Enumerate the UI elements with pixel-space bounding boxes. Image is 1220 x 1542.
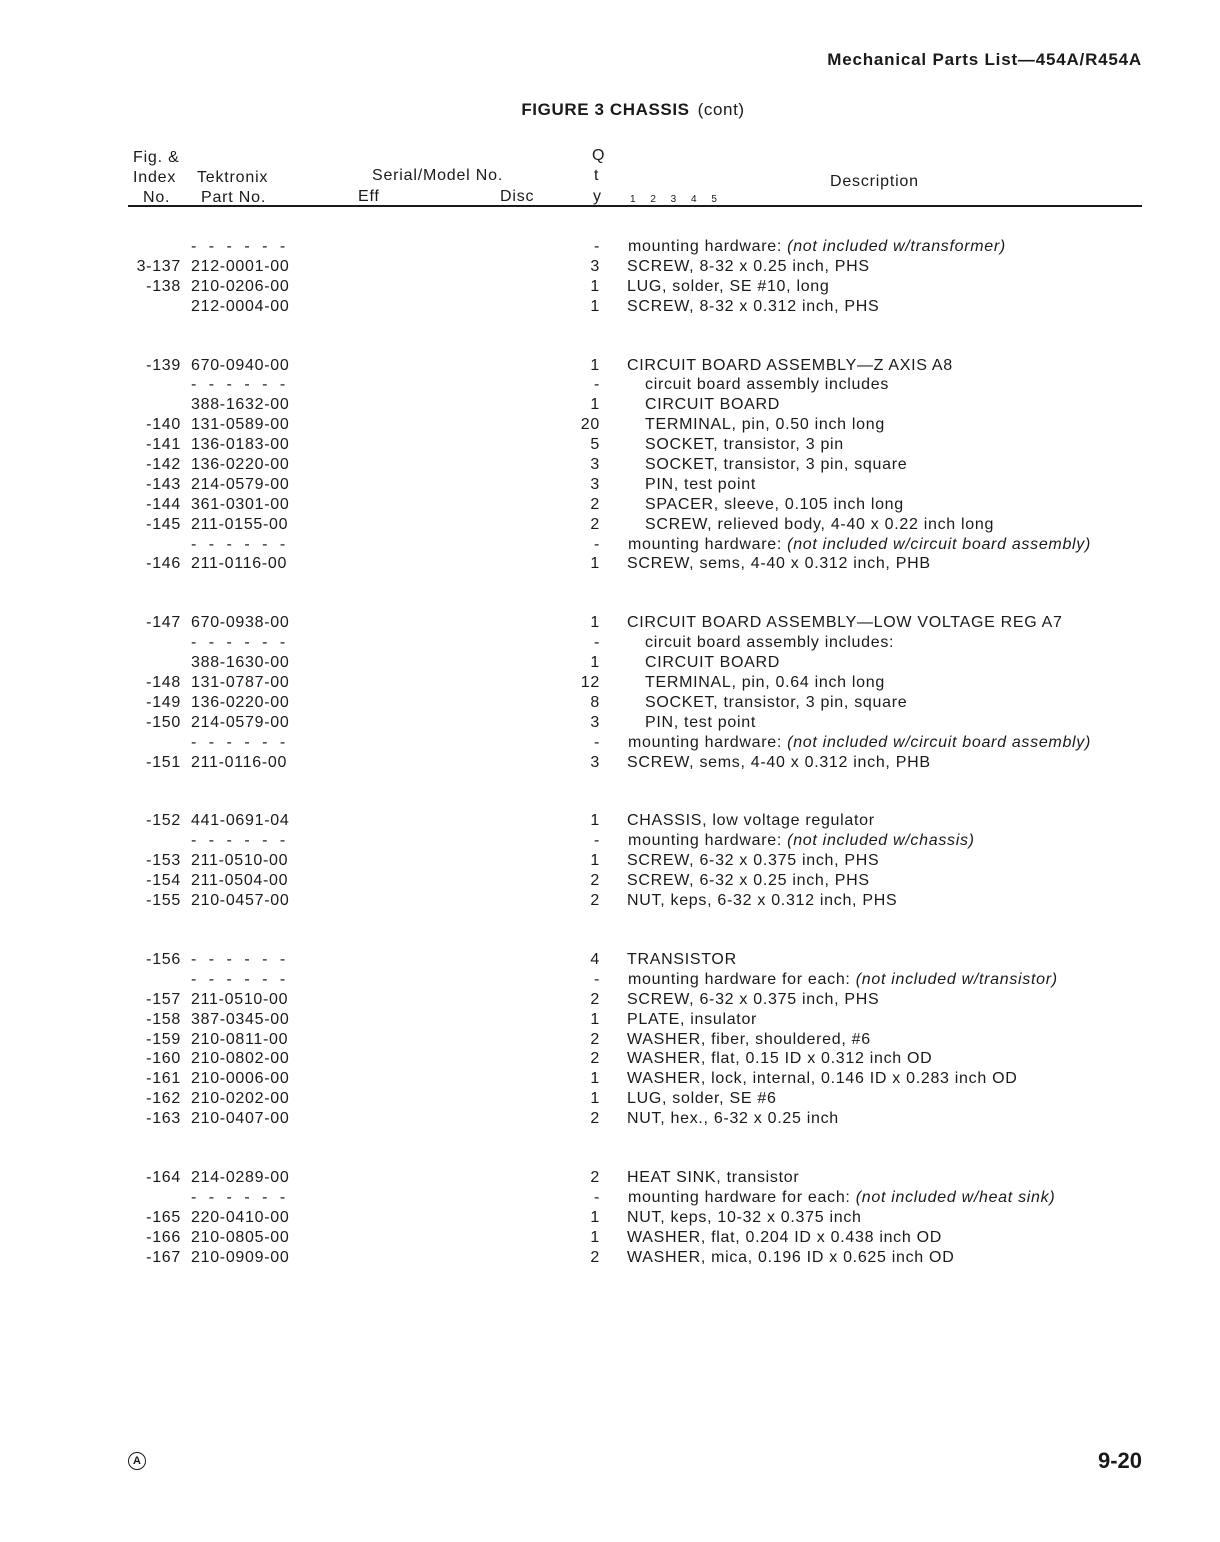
table-row (0, 278, 1220, 298)
index-number: -145 (146, 515, 181, 533)
part-number: 210-0457-00 (191, 892, 290, 910)
description-text: NUT, hex., 6-32 x 0.25 inch (627, 1110, 839, 1128)
description-text: SOCKET, transistor, 3 pin (645, 436, 844, 454)
description-text: SCREW, 6-32 x 0.375 inch, PHS (627, 990, 880, 1008)
index-number: -146 (146, 555, 181, 573)
description-text: SCREW, sems, 4-40 x 0.312 inch, PHB (627, 555, 931, 573)
description-note: (not included w/circuit board assembly) (787, 535, 1092, 553)
description-text: mounting hardware: (628, 832, 788, 850)
quantity: - (593, 1188, 600, 1206)
quantity: - (593, 238, 600, 255)
description (627, 298, 879, 316)
parts-list (0, 238, 1220, 1268)
description (627, 357, 953, 375)
part-number: 210-0206-00 (191, 277, 290, 295)
quantity: 1 (590, 1070, 600, 1088)
table-row (0, 1209, 1220, 1229)
index-number: -161 (146, 1070, 181, 1088)
description (627, 892, 897, 910)
description-text: circuit board assembly includes: (645, 634, 895, 652)
part-number: - - - - - - (191, 376, 290, 394)
description (645, 376, 889, 394)
description (627, 1011, 757, 1029)
quantity: - (593, 535, 600, 553)
index-number: -157 (146, 990, 181, 1008)
part-number: 211-0155-00 (191, 515, 289, 533)
description-text: CHASSIS, low voltage regulator (627, 812, 875, 830)
description-text: SCREW, sems, 4-40 x 0.312 inch, PHB (627, 753, 931, 771)
index-number: -138 (146, 277, 181, 295)
description (645, 516, 994, 534)
description (645, 496, 904, 514)
part-number: 136-0220-00 (191, 693, 290, 711)
part-number: 214-0579-00 (191, 713, 290, 731)
index-number: -167 (146, 1248, 181, 1266)
part-number: 387-0345-00 (191, 1010, 290, 1028)
description (627, 1209, 862, 1227)
table-row (0, 396, 1220, 416)
figure-title-cont: (cont) (697, 100, 745, 119)
part-number: 211-0504-00 (191, 872, 289, 890)
part-number: 214-0579-00 (191, 475, 290, 493)
table-row (0, 536, 1220, 556)
description-text: CIRCUIT BOARD ASSEMBLY—LOW VOLTAGE REG A7 (627, 614, 1063, 632)
col-fig-line2: Index (133, 169, 177, 186)
table-row (0, 714, 1220, 734)
index-number: -150 (146, 713, 181, 731)
index-number: -164 (146, 1168, 181, 1186)
part-number: 388-1630-00 (191, 654, 290, 672)
quantity: 2 (590, 495, 600, 513)
description-text: SCREW, relieved body, 4-40 x 0.22 inch long (645, 515, 995, 533)
index-number: -143 (146, 475, 181, 493)
col-fig-line1: Fig. & (133, 149, 180, 166)
description-note: (not included w/transformer) (787, 238, 1006, 255)
description (628, 238, 1006, 256)
index-number: -142 (146, 456, 181, 474)
table-row (0, 1110, 1220, 1130)
part-number: 212-0001-00 (191, 257, 290, 275)
quantity: - (593, 634, 600, 652)
part-number: 220-0410-00 (191, 1208, 290, 1226)
description-text: WASHER, lock, internal, 0.146 ID x 0.283 inch OD (627, 1070, 1018, 1088)
quantity: 1 (590, 1228, 600, 1246)
group-spacer (0, 912, 1220, 951)
description (645, 396, 780, 414)
index-number: -162 (146, 1090, 181, 1108)
group-spacer (0, 575, 1220, 614)
description-text: SCREW, 6-32 x 0.25 inch, PHS (627, 872, 870, 890)
description-text: NUT, keps, 6-32 x 0.312 inch, PHS (627, 892, 898, 910)
index-number: -163 (146, 1110, 181, 1128)
description (627, 1031, 871, 1049)
table-row (0, 951, 1220, 971)
description (645, 674, 885, 692)
index-number: -141 (146, 436, 181, 454)
description (627, 278, 830, 296)
description (645, 436, 844, 454)
part-number: 210-0811-00 (191, 1030, 289, 1048)
description (628, 832, 975, 850)
table-row (0, 456, 1220, 476)
part-number: 211-0116-00 (191, 753, 288, 771)
description-text: SOCKET, transistor, 3 pin, square (645, 693, 908, 711)
description (627, 852, 879, 870)
description-text: CIRCUIT BOARD ASSEMBLY—Z AXIS A8 (627, 356, 953, 374)
table-row (0, 1070, 1220, 1090)
description-text: TERMINAL, pin, 0.50 inch long (645, 416, 885, 434)
col-description: Description (830, 173, 919, 190)
figure-title (0, 100, 1220, 120)
col-qty-line2: t (594, 167, 600, 184)
quantity: 1 (590, 1208, 600, 1226)
part-number: 210-0802-00 (191, 1050, 290, 1068)
description (627, 991, 879, 1009)
part-number: 214-0289-00 (191, 1168, 290, 1186)
index-number: -144 (146, 495, 181, 513)
description (627, 951, 737, 969)
part-number: - - - - - - (191, 950, 290, 968)
quantity: - (593, 970, 600, 988)
part-number: - - - - - - (191, 535, 290, 553)
description (628, 734, 1091, 752)
table-row (0, 1011, 1220, 1031)
description-text: SCREW, 8-32 x 0.312 inch, PHS (627, 297, 880, 315)
index-number: -166 (146, 1228, 181, 1246)
table-row (0, 1050, 1220, 1070)
part-number: 211-0510-00 (191, 852, 289, 870)
page-number: 9-20 (1097, 1448, 1142, 1473)
part-number: 210-0805-00 (191, 1228, 290, 1246)
col-eff: Eff (358, 188, 380, 205)
quantity: 20 (580, 416, 600, 434)
part-number: 211-0510-00 (191, 990, 289, 1008)
table-row (0, 1189, 1220, 1209)
quantity: 2 (590, 1030, 600, 1048)
quantity: 3 (590, 257, 600, 275)
part-number: - - - - - - (191, 238, 290, 255)
part-number: 210-0202-00 (191, 1090, 290, 1108)
quantity: 1 (590, 812, 600, 830)
description-text: mounting hardware: (628, 238, 788, 255)
description (627, 1110, 839, 1128)
table-row (0, 991, 1220, 1011)
table-row (0, 376, 1220, 396)
description (627, 754, 931, 772)
index-number: -153 (146, 852, 181, 870)
description-text: mounting hardware for each: (628, 1188, 856, 1206)
description-note: (not included w/chassis) (787, 832, 975, 850)
part-number: 131-0589-00 (191, 416, 290, 434)
table-row (0, 1090, 1220, 1110)
description (645, 634, 894, 652)
index-number: -158 (146, 1010, 181, 1028)
table-row (0, 1031, 1220, 1051)
table-row (0, 734, 1220, 754)
table-row (0, 694, 1220, 714)
index-number: -152 (146, 812, 181, 830)
table-row (0, 1169, 1220, 1189)
description-text: mounting hardware for each: (628, 970, 856, 988)
quantity: 1 (590, 654, 600, 672)
index-number: -147 (146, 614, 181, 632)
quantity: 1 (590, 396, 600, 414)
description-text: TRANSISTOR (627, 950, 737, 968)
quantity: - (593, 832, 600, 850)
description-text: WASHER, flat, 0.204 ID x 0.438 inch OD (627, 1228, 943, 1246)
quantity: 1 (590, 1090, 600, 1108)
table-row (0, 298, 1220, 318)
table-row (0, 555, 1220, 575)
description (627, 1169, 799, 1187)
table-row (0, 476, 1220, 496)
quantity: 2 (590, 1110, 600, 1128)
description-text: PIN, test point (645, 475, 756, 493)
description-text: CIRCUIT BOARD (645, 654, 781, 672)
description-text: NUT, keps, 10-32 x 0.375 inch (627, 1208, 862, 1226)
description-text: WASHER, mica, 0.196 ID x 0.625 inch OD (627, 1248, 955, 1266)
group-spacer (0, 1130, 1220, 1169)
table-row (0, 614, 1220, 634)
description-note: (not included w/circuit board assembly) (787, 733, 1092, 751)
table-row (0, 852, 1220, 872)
part-number: 361-0301-00 (191, 495, 290, 513)
part-number: 136-0220-00 (191, 456, 290, 474)
part-number: 210-0909-00 (191, 1248, 290, 1266)
table-row (0, 1249, 1220, 1269)
part-number: 210-0006-00 (191, 1070, 290, 1088)
part-number: 136-0183-00 (191, 436, 290, 454)
description-text: SCREW, 6-32 x 0.375 inch, PHS (627, 852, 880, 870)
index-number: -160 (146, 1050, 181, 1068)
quantity: 2 (590, 872, 600, 890)
table-row (0, 654, 1220, 674)
quantity: - (593, 376, 600, 394)
description (627, 1070, 1018, 1088)
table-row (0, 634, 1220, 654)
quantity: 3 (590, 753, 600, 771)
quantity: 2 (590, 990, 600, 1008)
table-row (0, 496, 1220, 516)
description (627, 614, 1063, 632)
col-part-line2: Part No. (201, 189, 267, 206)
table-row (0, 1229, 1220, 1249)
table-row (0, 812, 1220, 832)
description (645, 456, 907, 474)
description (627, 555, 931, 573)
index-number: -156 (146, 950, 181, 968)
table-row (0, 436, 1220, 456)
description-text: mounting hardware: (628, 733, 788, 751)
quantity: 4 (590, 950, 600, 968)
revision-mark: A (128, 1452, 146, 1470)
quantity: 3 (590, 456, 600, 474)
description-text: WASHER, fiber, shouldered, #6 (627, 1030, 871, 1048)
description-text: TERMINAL, pin, 0.64 inch long (645, 674, 885, 692)
description (627, 872, 870, 890)
table-row (0, 832, 1220, 852)
col-part-line1: Tektronix (197, 169, 269, 186)
part-number: 388-1632-00 (191, 396, 290, 414)
col-desc-digits: 1 2 3 4 5 (630, 194, 723, 205)
index-number: -155 (146, 892, 181, 910)
index-number: -140 (146, 416, 181, 434)
quantity: 3 (590, 713, 600, 731)
part-number: - - - - - - (191, 970, 290, 988)
table-row (0, 971, 1220, 991)
index-number: -159 (146, 1030, 181, 1048)
quantity: 1 (590, 852, 600, 870)
part-number: - - - - - - (191, 634, 290, 652)
description (628, 536, 1091, 554)
description (645, 694, 907, 712)
part-number: 212-0004-00 (191, 297, 290, 315)
running-title: Mechanical Parts List—454A/R454A (827, 50, 1142, 69)
part-number: - - - - - - (191, 1188, 290, 1206)
index-number: 3-137 (136, 257, 181, 275)
col-serial: Serial/Model No. (372, 167, 504, 184)
part-number: 670-0940-00 (191, 356, 290, 374)
index-number: -151 (146, 753, 181, 771)
table-row (0, 872, 1220, 892)
description (645, 476, 756, 494)
index-number: -165 (146, 1208, 181, 1226)
description (628, 1189, 1055, 1207)
description-text: LUG, solder, SE #6 (627, 1090, 777, 1108)
table-row (0, 416, 1220, 436)
part-number: - - - - - - (191, 733, 290, 751)
col-disc: Disc (500, 188, 535, 205)
col-qty-line3: y (593, 188, 602, 205)
col-qty-line1: Q (592, 147, 606, 164)
description (627, 1229, 942, 1247)
quantity: 2 (590, 1248, 600, 1266)
index-number: -139 (146, 356, 181, 374)
description (627, 1249, 954, 1267)
table-row (0, 674, 1220, 694)
description-text: PIN, test point (645, 713, 756, 731)
table-row (0, 357, 1220, 377)
table-row (0, 258, 1220, 278)
group-spacer (0, 773, 1220, 812)
description-note: (not included w/heat sink) (855, 1188, 1056, 1206)
index-number: -148 (146, 674, 181, 692)
quantity: 2 (590, 515, 600, 533)
description-note: (not included w/transistor) (855, 970, 1058, 988)
description-text: circuit board assembly includes (645, 376, 890, 394)
description (627, 258, 870, 276)
quantity: 1 (590, 277, 600, 295)
table-row (0, 754, 1220, 774)
group-spacer (0, 318, 1220, 357)
quantity: 5 (590, 436, 600, 454)
description-text: PLATE, insulator (627, 1010, 758, 1028)
table-row (0, 238, 1220, 258)
quantity: 2 (590, 1050, 600, 1068)
quantity: 1 (590, 555, 600, 573)
table-row (0, 516, 1220, 536)
part-number: 210-0407-00 (191, 1110, 290, 1128)
figure-title-text: FIGURE 3 CHASSIS (521, 100, 690, 119)
description (627, 812, 875, 830)
index-number: -149 (146, 693, 181, 711)
description-text: mounting hardware: (628, 535, 788, 553)
table-row (0, 892, 1220, 912)
col-fig-line3: No. (143, 189, 171, 206)
description (628, 971, 1058, 989)
header-rule (128, 205, 1142, 207)
part-number: 670-0938-00 (191, 614, 290, 632)
description-text: SPACER, sleeve, 0.105 inch long (645, 495, 904, 513)
quantity: 3 (590, 475, 600, 493)
quantity: 1 (590, 614, 600, 632)
quantity: 12 (580, 674, 600, 692)
part-number: 441-0691-04 (191, 812, 290, 830)
quantity: 1 (590, 356, 600, 374)
index-number: -154 (146, 872, 181, 890)
description (645, 416, 885, 434)
quantity: 2 (590, 892, 600, 910)
part-number: 131-0787-00 (191, 674, 290, 692)
description (645, 654, 780, 672)
quantity: 1 (590, 1010, 600, 1028)
description-text: SCREW, 8-32 x 0.25 inch, PHS (627, 257, 870, 275)
description-text: HEAT SINK, transistor (627, 1168, 800, 1186)
quantity: 8 (590, 693, 600, 711)
quantity: 1 (590, 297, 600, 315)
quantity: 2 (590, 1168, 600, 1186)
description-text: CIRCUIT BOARD (645, 396, 781, 414)
part-number: - - - - - - (191, 832, 290, 850)
description-text: WASHER, flat, 0.15 ID x 0.312 inch OD (627, 1050, 933, 1068)
part-number: 211-0116-00 (191, 555, 288, 573)
description-text: SOCKET, transistor, 3 pin, square (645, 456, 908, 474)
description-text: LUG, solder, SE #10, long (627, 277, 830, 295)
description (627, 1090, 777, 1108)
description (645, 714, 756, 732)
quantity: - (593, 733, 600, 751)
description (627, 1050, 932, 1068)
